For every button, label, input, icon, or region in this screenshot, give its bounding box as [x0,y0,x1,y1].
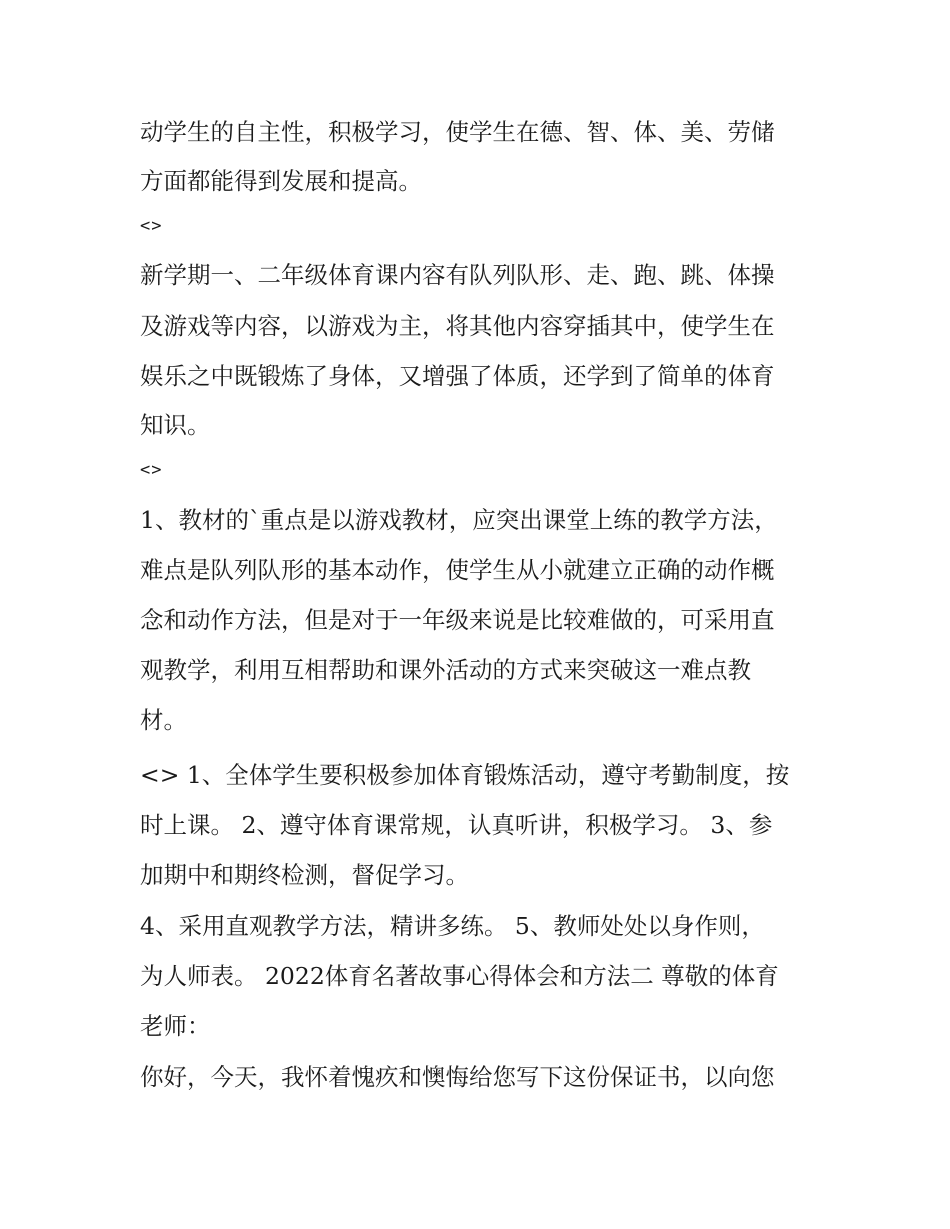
text-line: 老师： [140,1012,211,1040]
text-line: 观教学，利用互相帮助和课外活动的方式来突破这一难点教 [140,656,751,684]
text-line: 方面都能得到发展和提高。 [140,167,422,195]
text-line: 知识。 [140,411,211,439]
text-line: 为人师表。 2022体育名著故事心得体会和方法二 尊敬的体育 [140,962,779,990]
text-line: 及游戏等内容，以游戏为主，将其他内容穿插其中，使学生在 [140,312,775,340]
text-line: 材。 [140,706,187,734]
text-line: 加期中和期终检测，督促学习。 [140,861,469,889]
text-line: 你好，今天，我怀着愧疚和懊悔给您写下这份保证书，以向您 [140,1063,775,1091]
text-line: 念和动作方法，但是对于一年级来说是比较难做的，可采用直 [140,606,775,634]
text-line: 难点是队列队形的基本动作，使学生从小就建立正确的动作概 [140,556,775,584]
text-line: <> 1、全体学生要积极参加体育锻炼活动，遵守考勤制度，按 [140,761,790,789]
section-marker: <> [140,460,163,480]
text-line: 时上课。 2、遵守体育课常规，认真听讲，积极学习。 3、参 [140,811,773,839]
text-line: 娱乐之中既锻炼了身体，又增强了体质，还学到了简单的体育 [140,362,775,390]
section-marker: <> [140,216,163,236]
text-line: 4、采用直观教学方法，精讲多练。 5、教师处处以身作则， [140,912,765,940]
text-line: 1、教材的`重点是以游戏教材，应突出课堂上练的教学方法， [140,506,778,534]
text-line: 新学期一、二年级体育课内容有队列队形、走、跑、跳、体操 [140,261,775,289]
text-line: 动学生的自主性，积极学习，使学生在德、智、体、美、劳储 [140,118,775,146]
